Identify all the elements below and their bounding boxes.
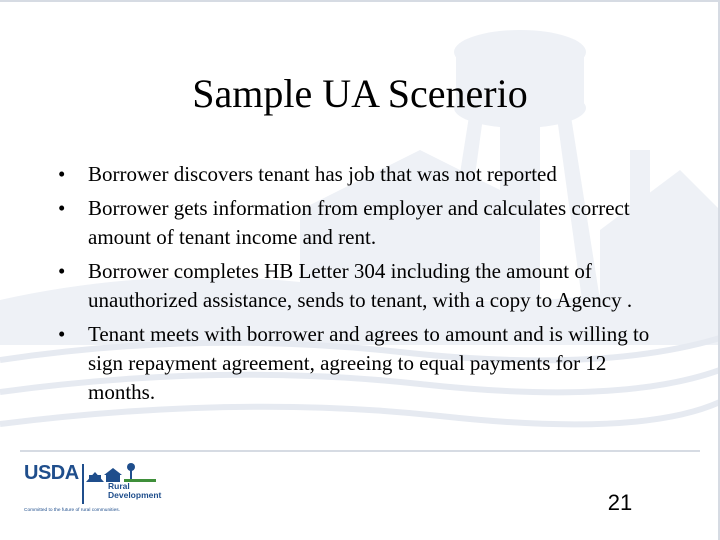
usda-logo-text: USDA [24,462,79,484]
development-text: Development [108,490,162,500]
rural-text: Rural [108,481,130,491]
rural-development-label [108,482,161,500]
bullet-text: Borrower discovers tenant has job that was not reported [88,162,557,186]
bullet-item [58,160,658,189]
bullet-marker: • [58,259,66,283]
bullet-marker: • [58,196,66,220]
bullet-list [58,160,658,412]
logo-divider [82,464,84,504]
bullet-item [58,257,658,315]
slide-title: Sample UA Scenerio [192,71,528,116]
bullet-marker: • [58,322,66,346]
bullet-item [58,320,658,407]
page-number: 21 [607,490,633,515]
bullet-text: Tenant meets with borrower and agrees to amount and is willing to sign repayment agreement, agreeing to equal payments for 12 months. [88,322,650,404]
bullet-text: Borrower completes HB Letter 304 including the amount of unauthorized assistance, sends to tenant, with a copy to Agency . [88,259,633,312]
logo-tagline: Committed to the future of rural communities. [24,508,120,513]
bullet-marker: • [58,162,66,186]
bullet-item [58,194,658,252]
bullet-text: Borrower gets information from employer and calculates correct amount of tenant income and rent. [88,196,630,249]
usda-rural-development-logo [24,462,174,518]
